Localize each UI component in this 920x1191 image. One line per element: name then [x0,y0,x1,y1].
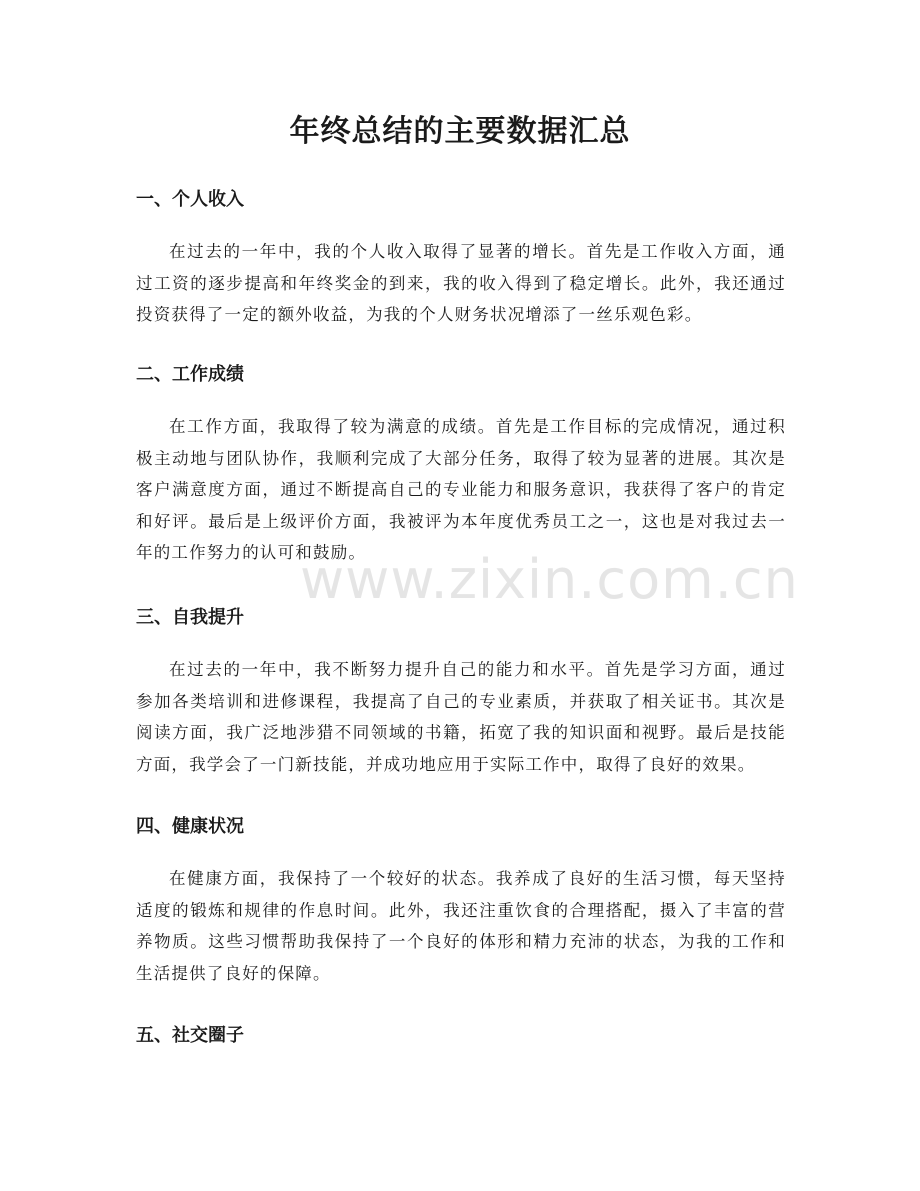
section-heading: 二、工作成绩 [136,364,244,385]
section-social-circle [136,1022,786,1050]
section-personal-income [136,186,786,331]
section-heading: 三、自我提升 [136,607,244,628]
section-paragraph: 在过去的一年中，我不断努力提升自己的能力和水平。首先是学习方面，通过参加各类培训和进修课程，我提高了自己的专业素质，并获取了相关证书。其次是阅读方面，我广泛地涉猎不同领域的书籍，拓宽了我的知识面和视野。最后是技能方面，我学会了一门新技能，并成功地应用于实际工作中，取得了良好的效果。 [136,660,786,774]
section-health [136,813,786,989]
document-title: 年终总结的主要数据汇总 [289,114,631,149]
section-paragraph: 在工作方面，我取得了较为满意的成绩。首先是工作目标的完成情况，通过积极主动地与团队协作，我顺利完成了大部分任务，取得了较为显著的进展。其次是客户满意度方面，通过不断提高自己的专业能力和服务意识，我获得了客户的肯定和好评。最后是上级评价方面，我被评为本年度优秀员工之一，这也是对我过去一年的工作努力的认可和鼓励。 [136,417,786,562]
section-self-improvement [136,604,786,780]
section-paragraph: 在过去的一年中，我的个人收入取得了显著的增长。首先是工作收入方面，通过工资的逐步提高和年终奖金的到来，我的收入得到了稳定增长。此外，我还通过投资获得了一定的额外收益，为我的个人财务状况增添了一丝乐观色彩。 [136,242,786,324]
section-work-achievements [136,361,786,569]
section-heading: 一、个人收入 [136,189,244,210]
section-heading: 四、健康状况 [136,816,244,837]
section-heading: 五、社交圈子 [136,1025,244,1046]
watermark: www.zixin.com.cn [300,548,799,611]
section-paragraph: 在健康方面，我保持了一个较好的状态。我养成了良好的生活习惯，每天坚持适度的锻炼和规律的作息时间。此外，我还注重饮食的合理搭配，摄入了丰富的营养物质。这些习惯帮助我保持了一个良好的体形和精力充沛的状态，为我的工作和生活提供了良好的保障。 [136,869,786,983]
